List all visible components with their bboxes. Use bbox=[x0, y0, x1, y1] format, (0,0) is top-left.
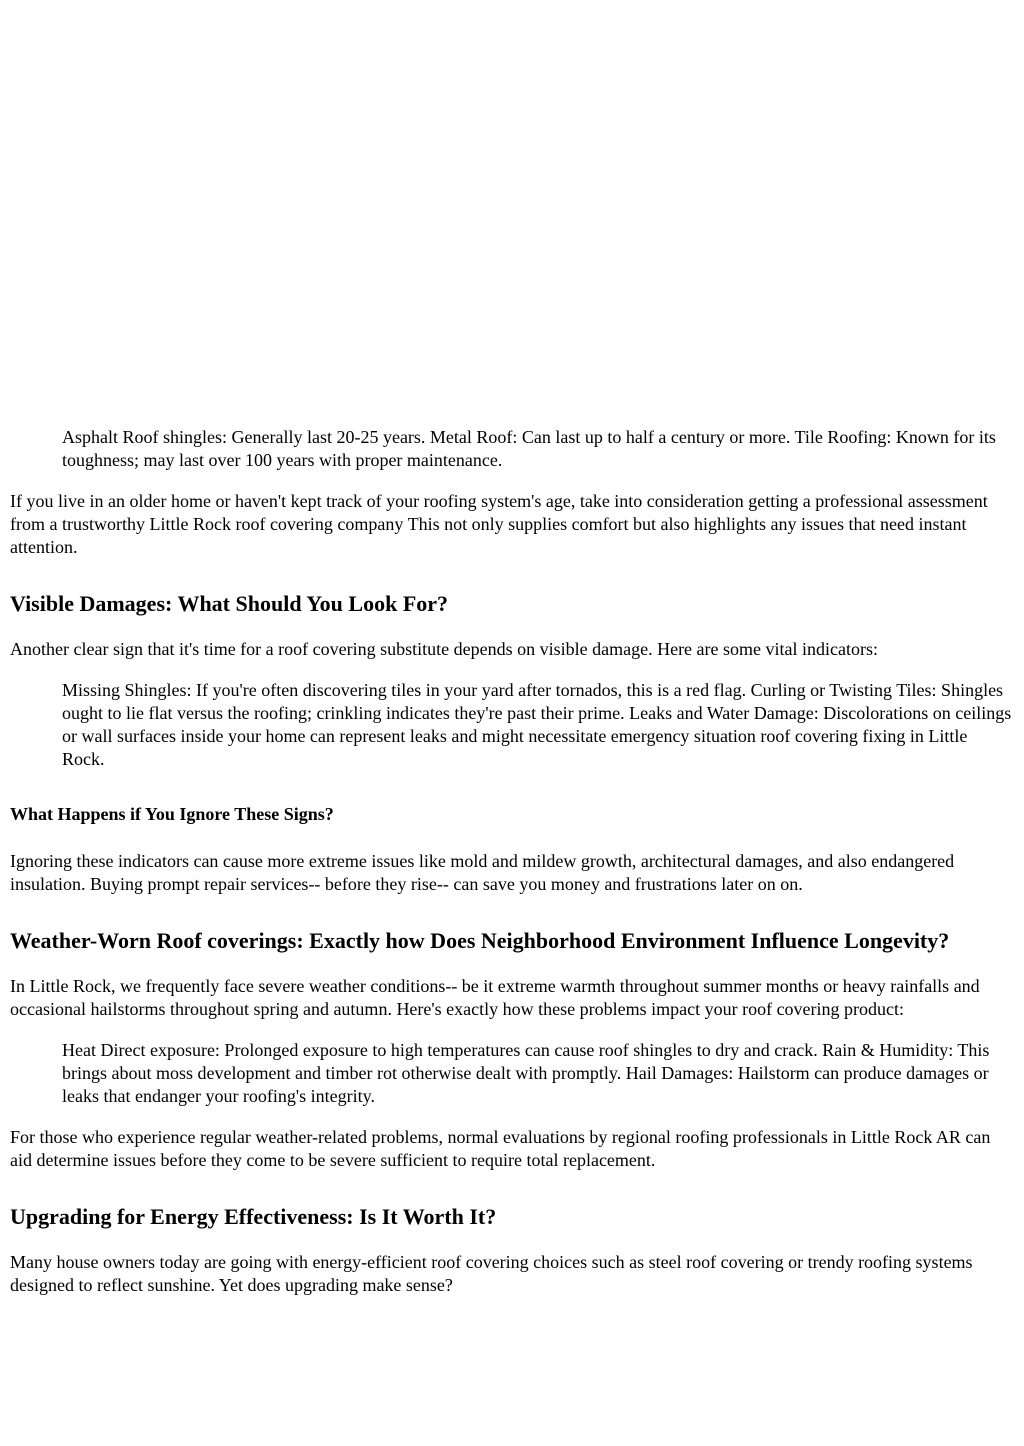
damages-quote: Missing Shingles: If you're often discovering tiles in your yard after tornados, this is a red flag. Curling or Twisting Tiles: Shingles ought to lie flat versus the roofing; crinkling indicates they're past their prime. Leaks and Water Damage: Discolorations on ceilings or wall surfaces inside your home can represent leaks and might necessitate emergency situation roof covering fixing in Little Rock. bbox=[62, 680, 1012, 769]
older-home-paragraph: If you live in an older home or haven't kept track of your roofing system's age, take into consideration getting a professional assessment from a trustworthy Little Rock roof covering company This not only supplies comfort but also highlights any issues that need instant attention. bbox=[10, 491, 988, 557]
ignore-signs-paragraph: Ignoring these indicators can cause more extreme issues like mold and mildew growth, architectural damages, and also endangered insulation. Buying prompt repair services-- before they rise-- can save you money and frustrations later on on. bbox=[10, 851, 955, 894]
article-content bbox=[0, 426, 1024, 1297]
energy-paragraph: Many house owners today are going with energy-efficient roof covering choices such as steel roof covering or trendy roofing systems designed to reflect sunshine. Yet does upgrading make sense? bbox=[10, 1252, 973, 1295]
ignore-signs-heading: What Happens if You Ignore These Signs? bbox=[10, 804, 334, 824]
energy-heading: Upgrading for Energy Effectiveness: Is It Worth It? bbox=[10, 1204, 497, 1229]
visible-damages-intro: Another clear sign that it's time for a roof covering substitute depends on visible damage. Here are some vital indicators: bbox=[10, 639, 878, 659]
lifespan-quote: Asphalt Roof shingles: Generally last 20-25 years. Metal Roof: Can last up to half a century or more. Tile Roofing: Known for its toughness; may last over 100 years with proper maintenance. bbox=[62, 427, 996, 470]
weather-heading: Weather-Worn Roof coverings: Exactly how Does Neighborhood Environment Influence Longevity? bbox=[10, 928, 950, 953]
evaluations-paragraph: For those who experience regular weather-related problems, normal evaluations by regional roofing professionals in Little Rock AR can aid determine issues before they come to be severe sufficient to require total replacement. bbox=[10, 1127, 991, 1170]
weather-quote: Heat Direct exposure: Prolonged exposure to high temperatures can cause roof shingles to dry and crack. Rain & Humidity: This brings about moss development and timber rot otherwise dealt with promptly. Hail Damages: Hailstorm can produce damages or leaks that endanger your roofing's integrity. bbox=[62, 1040, 990, 1106]
weather-paragraph: In Little Rock, we frequently face severe weather conditions-- be it extreme warmth throughout summer months or heavy rainfalls and occasional hailstorms throughout spring and autumn. Here's exactly how these problems impact your roof covering product: bbox=[10, 976, 980, 1019]
visible-damages-heading: Visible Damages: What Should You Look For? bbox=[10, 591, 449, 616]
blank-top-area bbox=[0, 0, 1024, 426]
